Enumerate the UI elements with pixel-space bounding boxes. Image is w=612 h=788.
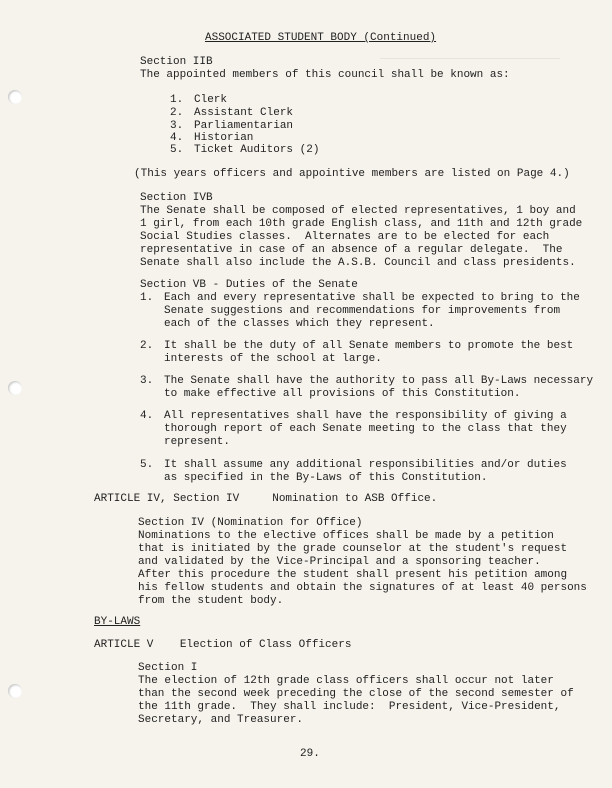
section-heading: Section IIB [140, 56, 213, 68]
section-heading: Section VB - Duties of the Senate [140, 279, 358, 291]
section-text: than the second week preceding the close of the second semester of [138, 688, 574, 700]
bleed-through [380, 58, 560, 109]
section-note: (This years officers and appointive members are listed on Page 4.) [134, 168, 570, 180]
list-item: Ticket Auditors (2) [194, 144, 320, 156]
list-number: 3. [170, 120, 184, 132]
section-text: Social Studies classes. Alternates are to be elected for each [140, 231, 550, 243]
section-text: The Senate shall be composed of elected representatives, 1 boy and [140, 205, 576, 217]
list-item: Clerk [194, 94, 228, 106]
list-number: 5. [140, 459, 154, 471]
list-number: 1. [170, 94, 184, 106]
section-text: the 11th grade. They shall include: President, Vice-President, [138, 701, 561, 713]
list-text: each of the classes which they represent. [164, 318, 435, 330]
list-text: interests of the school at large. [164, 353, 382, 365]
list-text: Each and every representative shall be expected to bring to the [164, 292, 580, 304]
list-text: thorough report of each Senate meeting to the class that they [164, 423, 567, 435]
section-text: that is initiated by the grade counselor at the student's request [138, 543, 568, 555]
list-number: 3. [140, 375, 154, 387]
section-heading: Section IVB [140, 192, 213, 204]
section-text: The election of 12th grade class officers shall occur not later [138, 675, 554, 687]
punch-hole [8, 381, 22, 395]
list-text: to make effective all provisions of this Constitution. [164, 388, 521, 400]
section-text: from the student body. [138, 595, 284, 607]
article-heading: ARTICLE IV, Section IV Nomination to ASB Office. [94, 493, 438, 505]
section-text: Secretary, and Treasurer. [138, 714, 304, 726]
list-number: 2. [140, 340, 154, 352]
list-item: Assistant Clerk [194, 107, 294, 119]
punch-hole [8, 90, 22, 104]
list-text: It shall be the duty of all Senate members to promote the best [164, 340, 574, 352]
article-heading: ARTICLE V Election of Class Officers [94, 639, 352, 651]
page-number: 29. [300, 748, 320, 760]
list-text: It shall assume any additional responsibilities and/or duties [164, 459, 567, 471]
list-text: Senate suggestions and recommendations for improvements from [164, 305, 561, 317]
bylaws-heading: BY-LAWS [94, 616, 141, 628]
list-text: represent. [164, 436, 231, 448]
section-heading: Section IV (Nomination for Office) [138, 517, 363, 529]
list-text: All representatives shall have the responsibility of giving a [164, 410, 567, 422]
section-text: Senate shall also include the A.S.B. Council and class presidents. [140, 257, 576, 269]
section-text: Nominations to the elective offices shall be made by a petition [138, 530, 554, 542]
list-item: Parliamentarian [194, 120, 294, 132]
punch-hole [8, 684, 22, 698]
section-text: and validated by the Vice-Principal and a sponsoring teacher. [138, 556, 541, 568]
list-number: 5. [170, 144, 184, 156]
section-text: representative in case of an absence of a regular delegate. The [140, 244, 563, 256]
list-number: 1. [140, 292, 154, 304]
list-number: 4. [170, 132, 184, 144]
page-header: ASSOCIATED STUDENT BODY (Continued) [205, 32, 437, 44]
section-heading: Section I [138, 662, 198, 674]
section-text: 1 girl, from each 10th grade English class, and 11th and 12th grade [140, 218, 583, 230]
section-text: his fellow students and obtain the signatures of at least 40 persons [138, 582, 587, 594]
list-text: The Senate shall have the authority to pass all By-Laws necessary [164, 375, 594, 387]
list-number: 4. [140, 410, 154, 422]
section-text: After this procedure the student shall present his petition among [138, 569, 568, 581]
section-text: The appointed members of this council shall be known as: [140, 69, 510, 81]
list-text: as specified in the By-Laws of this Constitution. [164, 472, 488, 484]
list-item: Historian [194, 132, 254, 144]
list-number: 2. [170, 107, 184, 119]
